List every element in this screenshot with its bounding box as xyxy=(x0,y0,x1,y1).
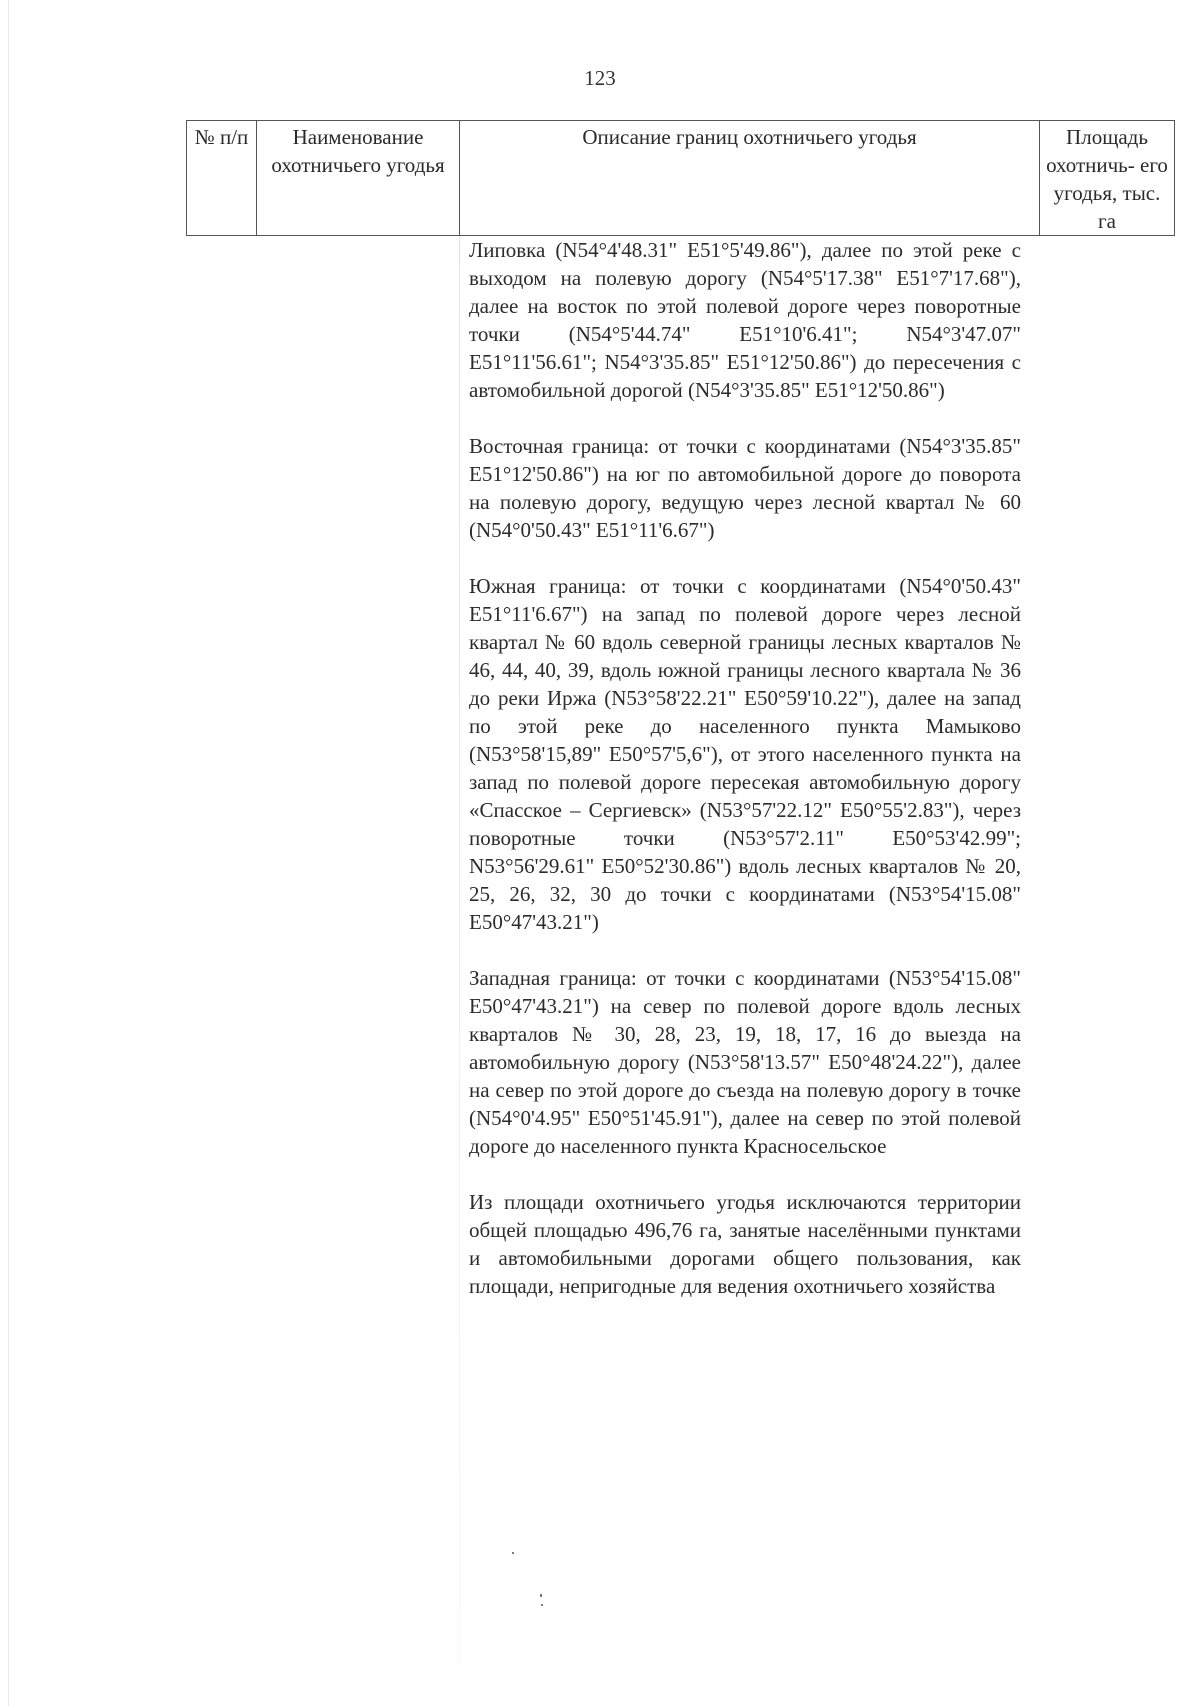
scan-speck xyxy=(540,1594,542,1597)
scan-speck xyxy=(541,1604,543,1606)
scan-speck xyxy=(512,1552,514,1554)
header-cell-name: Наименование охотничьего угодья xyxy=(257,121,460,236)
header-table xyxy=(186,120,1175,236)
header-cell-area: Площадь охотничь- его угодья, тыс. га xyxy=(1040,121,1175,236)
header-cell-description: Описание границ охотничьего угодья xyxy=(460,121,1040,236)
paragraph-south-boundary: Южная граница: от точки с координатами (N54°0'50.43" E51°11'6.67") на запад по полевой дороге через лесной квартал № 60 вдоль северной границы лесных кварталов № 46, 44, 40, 39, вдоль южной границы лесного квартала № 36 до реки Иржа (N53°58'22.21" E50°59'10.22"), далее на запад по этой реке до населенного пункта Мамыково (N53°58'15,89" E50°57'5,6"), от этого населенного пункта на запад по полевой дороге пересекая автомобильную дорогу «Спасское – Сергиевск» (N53°57'22.12" E50°55'2.83"), через поворотные точки (N53°57'2.11" E50°53'42.99"; N53°56'29.61" E50°52'30.86") вдоль лесных кварталов № 20, 25, 26, 32, 30 до точки с координатами (N53°54'15.08" E50°47'43.21") xyxy=(469,574,1021,934)
paragraph-west-boundary: Западная граница: от точки с координатами (N53°54'15.08" E50°47'43.21") на север по полевой дороге вдоль лесных кварталов № 30, 28, 23, 19, 18, 17, 16 до выезда на автомобильную дорогу (N53°58'13.57" E50°48'24.22"), далее на север по этой дороге до съезда на полевую дорогу в точке (N54°0'4.95" E50°51'45.91"), далее на север по этой полевой дороге до населенного пункта Красносельское xyxy=(469,966,1021,1158)
header-row xyxy=(187,121,1175,236)
header-cell-number: № п/п xyxy=(187,121,257,236)
paragraph-excluded-area: Из площади охотничьего угодья исключаются территории общей площадью 496,76 га, занятые населёнными пунктами и автомобильными дорогами общего пользования, как площади, непригодные для ведения охотничьего хозяйства xyxy=(469,1190,1021,1298)
page-number: 123 xyxy=(584,66,616,90)
scan-edge-line xyxy=(8,0,9,1706)
paragraph-continuation: Липовка (N54°4'48.31" E51°5'49.86"), далее по этой реке с выходом на полевую дорогу (N54°5'17.38" E51°7'17.68"), далее на восток по этой полевой дороге через поворотные точки (N54°5'44.74" E51°10'6.41"; N54°3'47.07" E51°11'56.61"; N54°3'35.85" E51°12'50.86") до пересечения с автомобильной дорогой (N54°3'35.85" E51°12'50.86") xyxy=(469,238,1021,402)
faint-column-line xyxy=(459,236,460,1666)
boundary-description xyxy=(469,236,1021,1328)
paragraph-east-boundary: Восточная граница: от точки с координатами (N54°3'35.85" E51°12'50.86") на юг по автомобильной дороге до поворота на полевую дорогу, ведущую через лесной квартал № 60 (N54°0'50.43" E51°11'6.67") xyxy=(469,434,1021,542)
